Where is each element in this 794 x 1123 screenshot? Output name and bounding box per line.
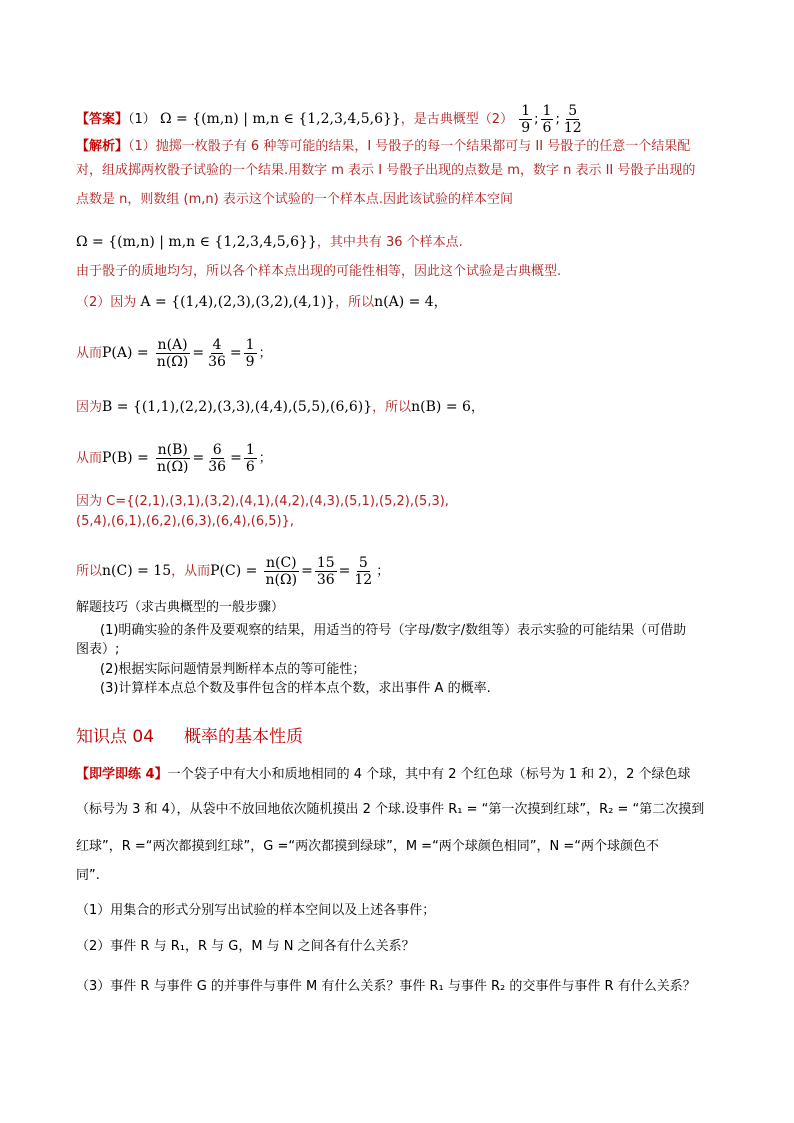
analysis-text: 所以 xyxy=(76,564,103,579)
exercise-text: 一个袋子中有大小和质地相同的 4 个球，其中有 2 个红色球（标号为 1 和 2），2 个绿色球 xyxy=(167,767,691,782)
section-title: 概率的基本性质 xyxy=(184,727,304,747)
omega-set: Ω = {(m,n) | m,n ∈ {1,2,3,4,5,6}} xyxy=(76,234,317,250)
analysis-text: ，所以 xyxy=(335,295,375,310)
prob-C-lhs: P(C) = xyxy=(210,563,258,579)
exercise-tag: 【即学即练 4】 xyxy=(76,767,168,782)
fraction: $\frac{n(C)}{n(\Omega)}$ xyxy=(265,555,298,588)
tips-step-1a: (1)明确实验的条件及要观察的结果，用适当的符号（字母/数字/数组等）表示实验的可能结果（可借助 xyxy=(100,623,687,638)
analysis-line-2: 对，组成掷两枚骰子试验的一个结果.用数字 m 表示 I 号骰子出现的点数是 m，数字 n 表示 II 号骰子出现的 xyxy=(76,163,696,178)
prob-B-lhs: P(B) = xyxy=(102,450,149,466)
exercise-line-2: （标号为 3 和 4），从袋中不放回地依次随机摸出 2 个球.设事件 R₁ = “第一次摸到红球”，R₂ = “第二次摸到 xyxy=(76,802,705,817)
analysis-text: ，所以 xyxy=(372,400,412,415)
count-A: n(A) = 4 xyxy=(374,294,434,310)
fraction: $\frac{15}{36}$ xyxy=(316,555,335,588)
fraction: $\frac{1}{6}$ xyxy=(542,103,552,136)
set-C-line-2: (5,4),(6,1),(6,2),(6,3),(6,4),(6,5)}, xyxy=(76,514,294,529)
analysis-text: 从而 xyxy=(76,451,103,466)
omega-set: Ω = {(m,n) | m,n ∈ {1,2,3,4,5,6}} xyxy=(159,111,401,127)
answer-tag: 【答案】 xyxy=(76,112,129,127)
set-B: B = {(1,1),(2,2),(3,3),(4,4),(5,5),(6,6)} xyxy=(102,399,373,415)
fraction: $\frac{1}{9}$ xyxy=(521,103,531,136)
analysis-line-5: 由于骰子的质地均匀，所以各个样本点出现的可能性相等，因此这个试验是古典概型. xyxy=(76,264,562,279)
prob-A-line: 从而P(A) = $\frac{n(A)}{n(\Omega)}$ = $\frac{4}{36}$ = $\frac{1}{9}$ ； xyxy=(76,337,272,370)
analysis-line-1 xyxy=(76,137,690,157)
set-C-line-1: 因为 C={(2,1),(3,1),(3,2),(4,1),(4,2),(4,3),(5,1),(5,2),(5,3), xyxy=(76,494,449,509)
exercise-line-4: 同”. xyxy=(76,868,100,883)
analysis-text: 因为 xyxy=(76,400,103,415)
tips-step-1b: 图表）; xyxy=(76,642,120,657)
prob-B-line: 从而P(B) = $\frac{n(B)}{n(\Omega)}$ = $\frac{6}{36}$ = $\frac{1}{6}$ ； xyxy=(76,442,272,475)
section-number: 知识点 04 xyxy=(76,727,155,747)
punct: ， xyxy=(433,295,447,310)
punct: ； xyxy=(258,346,272,361)
fraction: $\frac{1}{9}$ xyxy=(245,337,255,370)
section-heading xyxy=(76,722,303,747)
analysis-text: （2）因为 xyxy=(76,295,137,310)
punct: ， xyxy=(470,400,484,415)
count-C: n(C) = 15 xyxy=(102,563,172,579)
count-B: n(B) = 6 xyxy=(411,399,471,415)
fraction: $\frac{4}{36}$ xyxy=(208,337,226,370)
fraction: $\frac{5}{12}$ xyxy=(354,555,373,588)
analysis-tag: 【解析】 xyxy=(76,139,129,154)
fraction: $\frac{1}{6}$ xyxy=(245,442,255,475)
prob-C-line: 所以n(C) = 15，从而P(C) = $\frac{n(C)}{n(\Omega)}$ = $\frac{15}{36}$ = $\frac{5}{12}$ ； xyxy=(76,555,390,588)
punct: ； xyxy=(258,451,272,466)
exercise-line-1 xyxy=(76,765,691,785)
tips-step-2: (2)根据实际问题情景判断样本点的等可能性； xyxy=(100,662,366,677)
fraction: $\frac{5}{12}$ xyxy=(563,103,582,136)
prob-A-lhs: P(A) = xyxy=(102,345,149,361)
analysis-line-4 xyxy=(76,232,463,253)
question-1: （1）用集合的形式分别写出试验的样本空间以及上述各事件； xyxy=(76,903,436,918)
fraction: $\frac{n(A)}{n(\Omega)}$ xyxy=(156,337,189,370)
question-2: （2）事件 R 与 R₁，R 与 G，M 与 N 之间各有什么关系？ xyxy=(76,939,415,954)
punct: ； xyxy=(376,564,390,579)
answer-part1-prefix: （1） xyxy=(128,112,156,127)
tips-title: 解题技巧（求古典概型的一般步骤） xyxy=(76,600,285,615)
analysis-line-3: 点数是 n，则数组 (m,n) 表示这个试验的一个样本点.因此该试验的样本空间 xyxy=(76,192,513,207)
analysis-text: ，从而 xyxy=(171,564,211,579)
exercise-line-3: 红球”，R =“两次都摸到红球”，G =“两次都摸到绿球”，M =“两个球颜色相同”，N =“两个球颜色不 xyxy=(76,839,660,854)
fraction: $\frac{6}{36}$ xyxy=(208,442,227,475)
set-B-line xyxy=(76,397,484,418)
analysis-text: ，其中共有 36 个样本点. xyxy=(316,235,463,250)
analysis-text: （1）抛掷一枚骰子有 6 种等可能的结果，I 号骰子的每一个结果都可与 II 号骰子的任意一个结果配 xyxy=(128,139,691,154)
fraction: $\frac{n(B)}{n(\Omega)}$ xyxy=(156,442,189,475)
tips-step-3: (3)计算样本点总个数及事件包含的样本点个数，求出事件 A 的概率. xyxy=(100,681,491,696)
question-3: （3）事件 R 与事件 G 的并事件与事件 M 有什么关系？事件 R₁ 与事件 R₂ 的交事件与事件 R 有什么关系？ xyxy=(76,979,696,994)
set-A: A = {(1,4),(2,3),(3,2),(4,1)} xyxy=(140,294,336,310)
analysis-line-6 xyxy=(76,292,447,313)
answer-line: 【答案】（1） Ω = {(m,n) | m,n ∈ {1,2,3,4,5,6}}，是古典概型（2） $\frac{1}{9}$ ; $\frac{1}{6}$ ; $\frac{5}{12}$ xyxy=(76,103,582,136)
answer-part1-suffix: ，是古典概型（2） xyxy=(400,112,514,127)
analysis-text: 从而 xyxy=(76,346,103,361)
